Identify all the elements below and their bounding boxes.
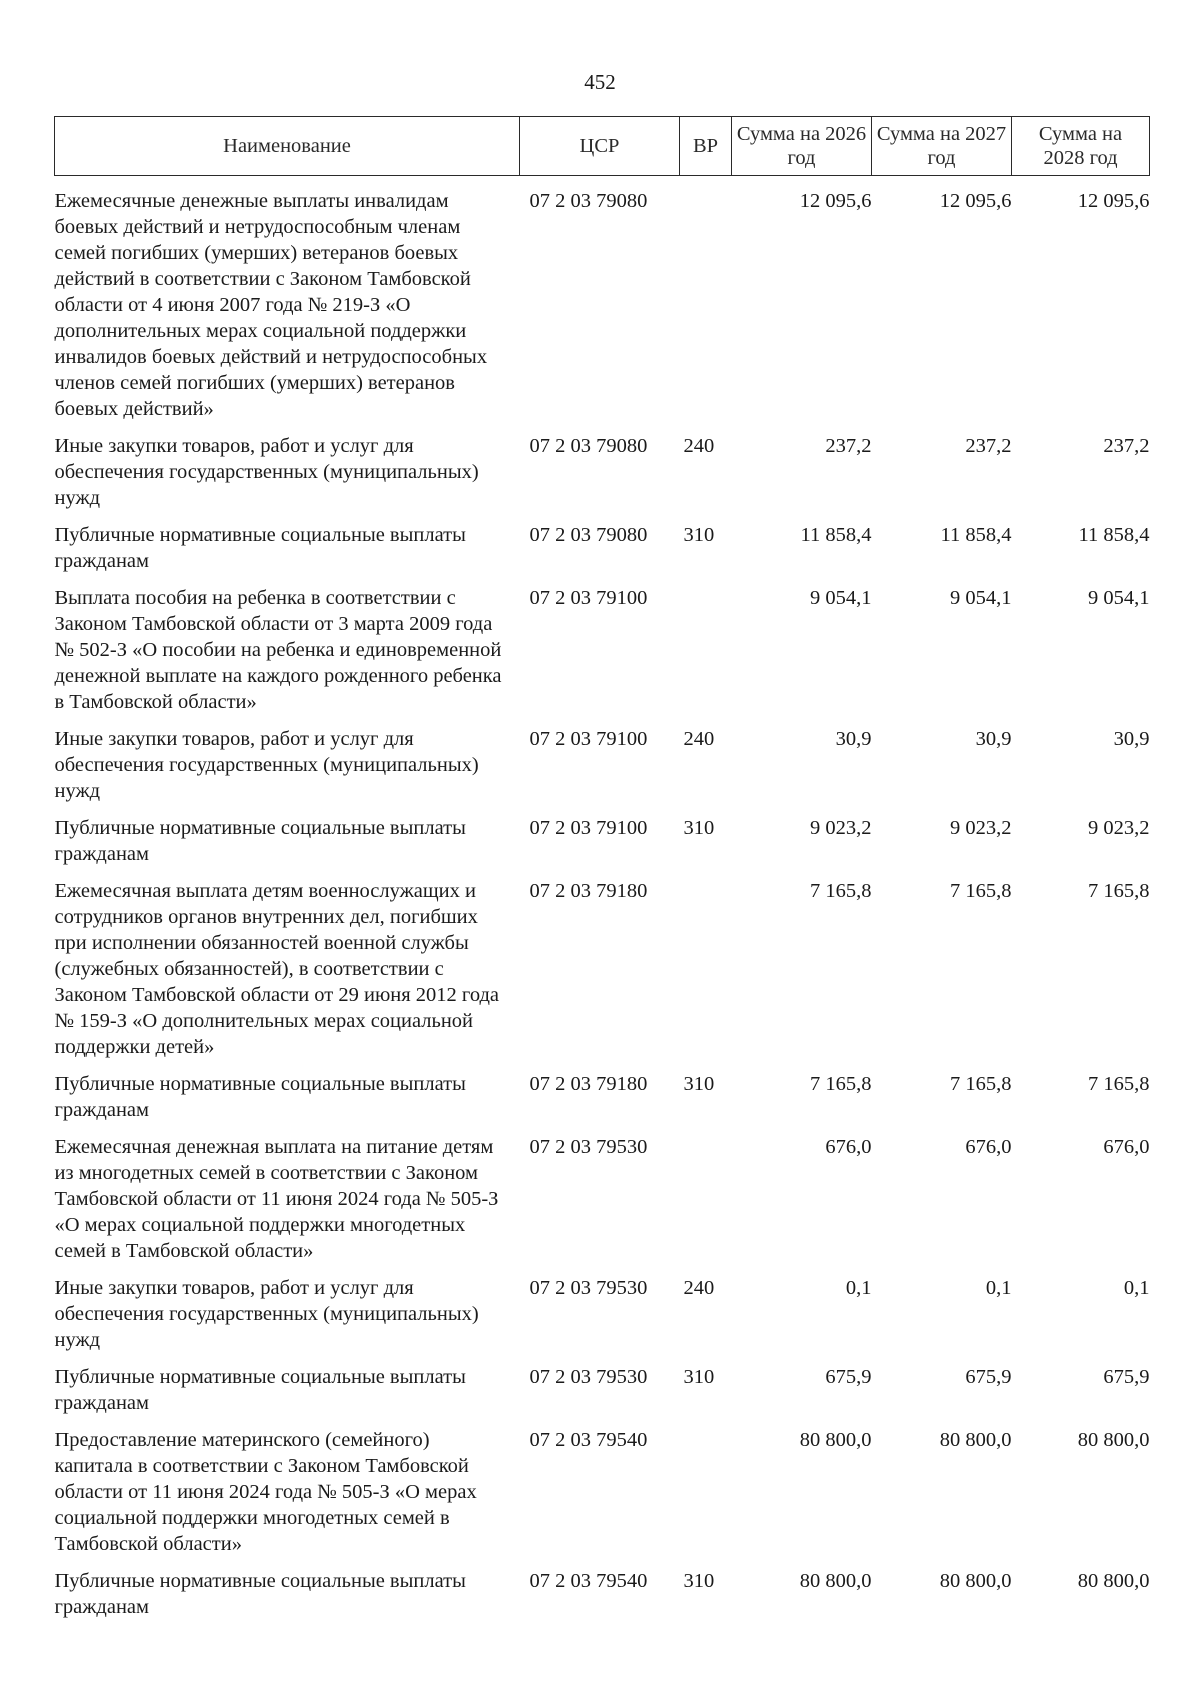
row-vr-code xyxy=(680,878,732,1071)
row-sum-2027: 80 800,0 xyxy=(939,1570,1012,1592)
row-sum-2026: 12 095,6 xyxy=(799,190,872,212)
row-vr-code: 240 xyxy=(683,728,715,750)
row-sum-2028: 80 800,0 xyxy=(1077,1429,1150,1451)
row-sum-2026: 80 800,0 xyxy=(799,1429,872,1451)
row-csr-code: 07 2 03 79540 xyxy=(529,1429,648,1451)
table-row xyxy=(55,522,1150,585)
table-row xyxy=(55,815,1150,878)
row-csr-code: 07 2 03 79530 xyxy=(529,1366,648,1388)
row-name: Иные закупки товаров, работ и услуг для обеспечения государственных (муниципальных) нужд xyxy=(54,728,479,802)
row-sum-2027: 11 858,4 xyxy=(940,524,1012,546)
row-vr-code xyxy=(680,585,732,726)
row-sum-2026: 675,9 xyxy=(825,1366,872,1388)
row-sum-2027: 9 023,2 xyxy=(950,817,1012,839)
row-sum-2026: 7 165,8 xyxy=(810,1073,872,1095)
row-name: Публичные нормативные социальные выплаты гражданам xyxy=(54,524,466,572)
row-vr-code xyxy=(680,176,732,434)
row-csr-code: 07 2 03 79100 xyxy=(529,587,648,609)
row-sum-2028: 12 095,6 xyxy=(1077,190,1150,212)
row-vr-code: 240 xyxy=(683,1277,715,1299)
row-sum-2028: 675,9 xyxy=(1103,1366,1150,1388)
row-sum-2026: 11 858,4 xyxy=(800,524,872,546)
row-sum-2026: 7 165,8 xyxy=(810,880,872,902)
row-sum-2028: 9 054,1 xyxy=(1088,587,1150,609)
row-sum-2027: 675,9 xyxy=(965,1366,1012,1388)
row-sum-2028: 11 858,4 xyxy=(1078,524,1150,546)
row-name: Публичные нормативные социальные выплаты гражданам xyxy=(54,817,466,865)
row-name: Ежемесячная денежная выплата на питание детям из многодетных семей в соответствии с Законом Тамбовской области от 11 июня 2024 года № 505-З «О мерах социальной поддержки многодетных семей в Тамбовской области» xyxy=(54,1136,499,1262)
budget-table xyxy=(54,116,1150,1631)
table-row xyxy=(55,1568,1150,1631)
row-csr-code: 07 2 03 79180 xyxy=(529,880,648,902)
row-sum-2028: 237,2 xyxy=(1103,435,1150,457)
table-body xyxy=(55,176,1150,1632)
row-sum-2026: 9 023,2 xyxy=(810,817,872,839)
row-csr-code: 07 2 03 79080 xyxy=(529,524,648,546)
row-sum-2026: 30,9 xyxy=(835,728,872,750)
row-sum-2028: 0,1 xyxy=(1123,1277,1150,1299)
row-name: Ежемесячная выплата детям военнослужащих и сотрудников органов внутренних дел, погибших при исполнении обязанностей военной службы (служебных обязанностей), в соответствии с Законом Тамбовской области от 29 июня 2012 года № 159-З «О дополнительных мерах социальной поддержки детей» xyxy=(54,880,500,1058)
row-csr-code: 07 2 03 79530 xyxy=(529,1136,648,1158)
row-csr-code: 07 2 03 79180 xyxy=(529,1073,648,1095)
row-vr-code: 310 xyxy=(683,524,715,546)
row-sum-2027: 30,9 xyxy=(975,728,1012,750)
row-vr-code: 240 xyxy=(683,435,715,457)
row-sum-2026: 676,0 xyxy=(825,1136,872,1158)
row-sum-2028: 30,9 xyxy=(1113,728,1150,750)
row-name: Иные закупки товаров, работ и услуг для обеспечения государственных (муниципальных) нужд xyxy=(54,1277,479,1351)
row-sum-2027: 7 165,8 xyxy=(950,1073,1012,1095)
table-row xyxy=(55,176,1150,434)
row-vr-code xyxy=(680,1427,732,1568)
row-csr-code: 07 2 03 79100 xyxy=(529,728,648,750)
table-row xyxy=(55,1134,1150,1275)
row-sum-2026: 0,1 xyxy=(845,1277,872,1299)
row-name: Предоставление материнского (семейного) капитала в соответствии с Законом Тамбовской области от 11 июня 2024 года № 505-З «О мерах социальной поддержки многодетных семей в Тамбовской области» xyxy=(54,1429,477,1555)
table-row xyxy=(55,726,1150,815)
row-vr-code: 310 xyxy=(683,1366,715,1388)
row-sum-2027: 12 095,6 xyxy=(939,190,1012,212)
header-vr: ВР xyxy=(680,117,732,176)
row-sum-2027: 80 800,0 xyxy=(939,1429,1012,1451)
row-name: Публичные нормативные социальные выплаты гражданам xyxy=(54,1366,466,1414)
row-sum-2027: 9 054,1 xyxy=(950,587,1012,609)
row-name: Ежемесячные денежные выплаты инвалидам боевых действий и нетрудоспособным членам семей погибших (умерших) ветеранов боевых действий в соответствии с Законом Тамбовской области от 4 июня 2007 года № 219-З «О дополнительных мерах социальной поддержки инвалидов боевых действий и нетрудоспособных членов семей погибших (умерших) ветеранов боевых действий» xyxy=(54,190,488,420)
row-sum-2028: 676,0 xyxy=(1103,1136,1150,1158)
row-sum-2027: 237,2 xyxy=(965,435,1012,457)
row-name: Публичные нормативные социальные выплаты гражданам xyxy=(54,1570,466,1618)
row-csr-code: 07 2 03 79540 xyxy=(529,1570,648,1592)
row-sum-2026: 237,2 xyxy=(825,435,872,457)
header-csr: ЦСР xyxy=(520,117,680,176)
row-sum-2027: 676,0 xyxy=(965,1136,1012,1158)
table-row xyxy=(55,433,1150,522)
row-vr-code: 310 xyxy=(683,1570,715,1592)
table-row xyxy=(55,1071,1150,1134)
row-sum-2028: 9 023,2 xyxy=(1088,817,1150,839)
row-sum-2027: 7 165,8 xyxy=(950,880,1012,902)
table-row xyxy=(55,878,1150,1071)
row-sum-2027: 0,1 xyxy=(985,1277,1012,1299)
row-csr-code: 07 2 03 79100 xyxy=(529,817,648,839)
table-row xyxy=(55,1275,1150,1364)
row-sum-2028: 7 165,8 xyxy=(1088,1073,1150,1095)
row-name: Иные закупки товаров, работ и услуг для обеспечения государственных (муниципальных) нужд xyxy=(54,435,479,509)
row-vr-code: 310 xyxy=(683,1073,715,1095)
row-csr-code: 07 2 03 79530 xyxy=(529,1277,648,1299)
row-vr-code: 310 xyxy=(683,817,715,839)
row-csr-code: 07 2 03 79080 xyxy=(529,435,648,457)
page-number: 452 xyxy=(584,70,616,94)
header-sum-2027: Сумма на 2027 год xyxy=(872,117,1012,176)
table-row xyxy=(55,1427,1150,1568)
table-row xyxy=(55,1364,1150,1427)
header-name: Наименование xyxy=(55,117,520,176)
row-name: Выплата пособия на ребенка в соответствии с Законом Тамбовской области от 3 марта 2009 года № 502-З «О пособии на ребенка и единовременной денежной выплате на каждого рожденного ребенка в Тамбовской области» xyxy=(54,587,502,713)
header-sum-2028: Сумма на 2028 год xyxy=(1012,117,1150,176)
header-row xyxy=(55,117,1150,176)
row-sum-2026: 80 800,0 xyxy=(799,1570,872,1592)
header-sum-2026: Сумма на 2026 год xyxy=(732,117,872,176)
row-name: Публичные нормативные социальные выплаты гражданам xyxy=(54,1073,466,1121)
row-csr-code: 07 2 03 79080 xyxy=(529,190,648,212)
row-sum-2028: 80 800,0 xyxy=(1077,1570,1150,1592)
table-header xyxy=(55,117,1150,176)
table-row xyxy=(55,585,1150,726)
row-sum-2026: 9 054,1 xyxy=(810,587,872,609)
row-sum-2028: 7 165,8 xyxy=(1088,880,1150,902)
row-vr-code xyxy=(680,1134,732,1275)
